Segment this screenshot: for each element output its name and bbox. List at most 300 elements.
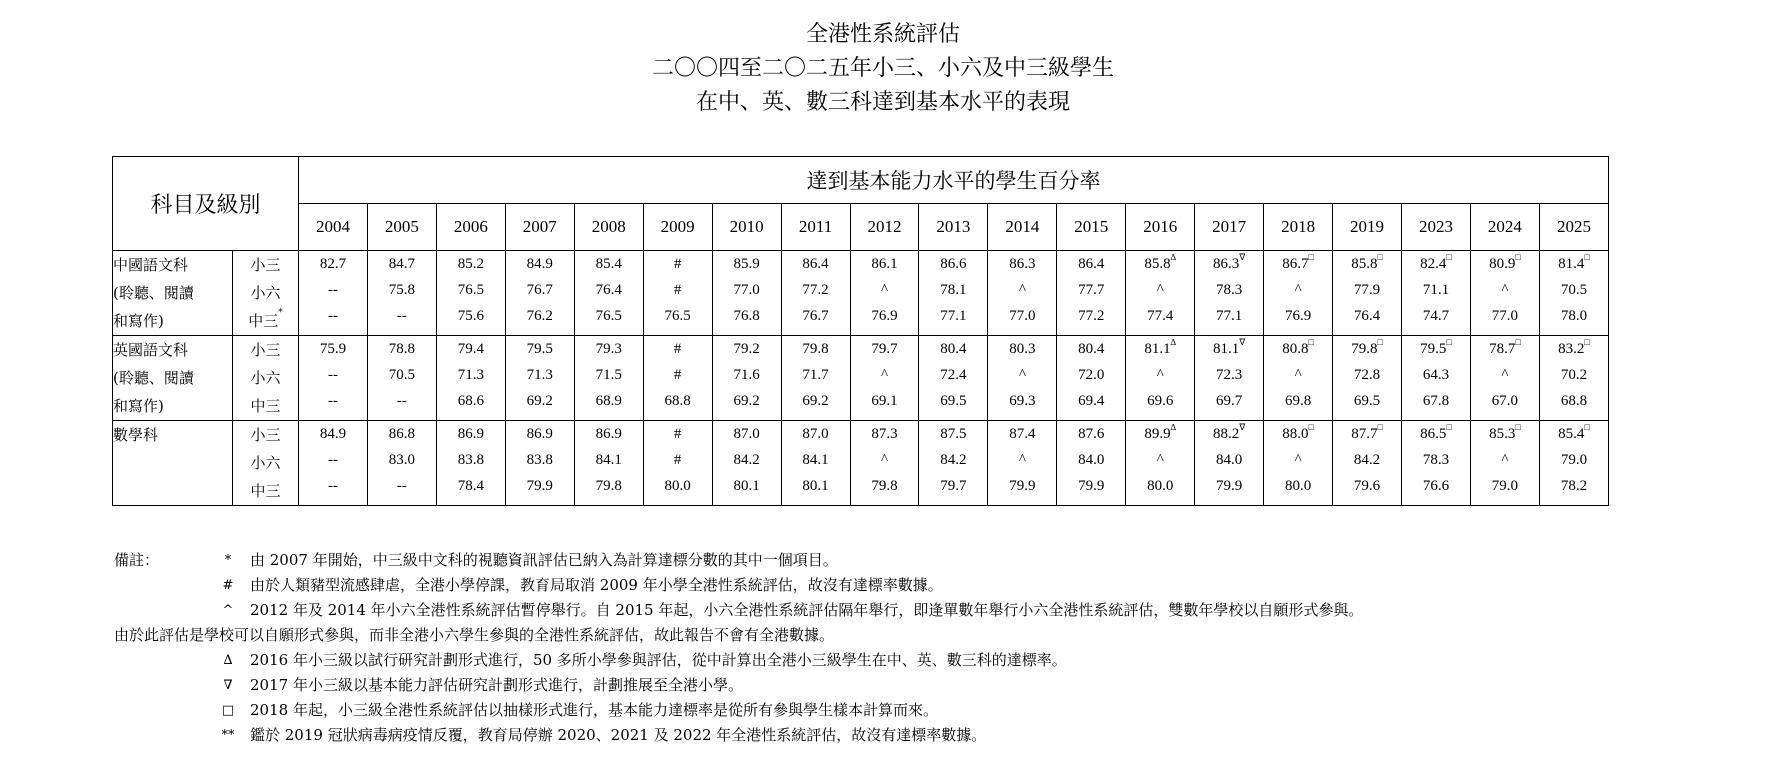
value-cell: 80.0 (1147, 478, 1174, 494)
level-label: 中三 (250, 397, 281, 415)
value-cell: -- (327, 478, 338, 494)
year-header: 2019 (1333, 204, 1402, 251)
value-cell: ^ (1018, 282, 1026, 298)
marker-symbol: ∆ (1170, 252, 1177, 262)
marker-symbol: ∇ (1239, 252, 1246, 262)
value-cell: # (673, 367, 682, 383)
value-cell: 69.1 (871, 393, 898, 409)
subject-name-line: (聆聽、閱讀 (113, 284, 194, 302)
note-item (114, 723, 1674, 748)
value-cell: ^ (1501, 367, 1509, 383)
value-cell: ^ (1294, 452, 1302, 468)
marker-symbol: □ (1446, 337, 1452, 347)
value-cell: 78.1 (940, 282, 967, 298)
value-cell: 85.9 (733, 256, 760, 272)
note-text: 2016 年小三級以試行研究計劃形式進行，50 多所小學參與評估，從中計算出全港小三級學生在中、英、數三科的達標率。 (250, 651, 1067, 669)
value-cell: 79.7 (940, 478, 967, 494)
value-cell: 84.2 (733, 452, 760, 468)
results-table (112, 156, 1609, 506)
value-cell: 79.8□ (1351, 337, 1383, 357)
note-text: 鑑於 2019 冠狀病毒病疫情反覆，教育局停辦 2020、2021 及 2022 年全港性系統評估，故沒有達標率數據。 (250, 726, 987, 744)
notes-section (114, 548, 1674, 748)
year-cell (299, 336, 368, 421)
value-cell: -- (396, 308, 407, 324)
year-cell (1333, 251, 1402, 336)
value-cell: 68.9 (595, 393, 622, 409)
value-cell: 78.7□ (1489, 337, 1521, 357)
value-cell: 79.6 (1353, 478, 1381, 494)
year-header: 2011 (781, 204, 850, 251)
subject-name (113, 251, 233, 336)
year-cell (1333, 421, 1402, 506)
year-cell (919, 251, 988, 336)
marker-symbol: ∇ (1239, 422, 1246, 432)
value-cell: 71.6 (733, 367, 760, 383)
value-cell: 76.5 (595, 308, 622, 324)
value-cell: 74.7 (1422, 308, 1450, 324)
year-cell (1057, 251, 1126, 336)
title-line-3: 在中、英、數三科達到基本水平的表現 (695, 90, 1070, 115)
note-marker: # (222, 578, 234, 593)
level-label: 小六 (250, 284, 281, 302)
value-cell: ^ (1501, 282, 1509, 298)
value-cell: 77.0 (1009, 308, 1036, 324)
value-cell: 79.8 (802, 341, 829, 357)
marker-symbol: □ (1584, 252, 1590, 262)
year-cell (367, 421, 436, 506)
value-cell: 76.5 (664, 308, 691, 324)
value-cell: 85.8∆ (1144, 252, 1177, 272)
year-header: 2016 (1126, 204, 1195, 251)
year-cell (850, 421, 919, 506)
value-cell: 78.3 (1422, 452, 1450, 468)
year-cell (1264, 421, 1333, 506)
note-marker: ∆ (223, 653, 233, 668)
value-cell: 72.3 (1216, 367, 1243, 383)
year-cell (1264, 336, 1333, 421)
marker-symbol: □ (1515, 252, 1521, 262)
value-cell: ^ (1294, 282, 1302, 298)
value-cell: 71.1 (1422, 282, 1450, 298)
value-cell: 76.2 (526, 308, 553, 324)
year-cell (988, 421, 1057, 506)
level-label: 小六 (250, 369, 281, 387)
value-cell: 87.7□ (1351, 422, 1383, 442)
value-cell: 80.1 (733, 478, 760, 494)
value-cell: 76.9 (1284, 308, 1312, 324)
value-cell: 76.7 (526, 282, 553, 298)
year-header: 2014 (988, 204, 1057, 251)
note-text: 由 2007 年開始，中三級中文科的視聽資訊評估已納入為計算達標分數的其中一個項目。 (250, 551, 838, 569)
note-marker: ∇ (223, 678, 233, 693)
year-header-row (113, 204, 1609, 251)
note-item (114, 548, 1674, 573)
value-cell: 70.2 (1560, 367, 1588, 383)
value-cell: 80.0 (1284, 478, 1312, 494)
year-cell (505, 421, 574, 506)
value-cell: 83.8 (457, 452, 484, 468)
year-cell (436, 421, 505, 506)
value-cell: 67.8 (1422, 393, 1450, 409)
year-header: 2025 (1539, 204, 1608, 251)
marker-symbol: □ (1377, 252, 1383, 262)
value-cell: # (673, 426, 682, 442)
value-cell: 68.6 (457, 393, 484, 409)
year-cell (712, 336, 781, 421)
value-cell: 89.9∆ (1144, 422, 1177, 442)
value-cell: 84.1 (802, 452, 829, 468)
year-cell (1402, 421, 1471, 506)
value-cell: 72.4 (940, 367, 967, 383)
value-cell: 84.2 (940, 452, 967, 468)
year-cell (367, 251, 436, 336)
level-label: 小三 (250, 256, 281, 274)
year-cell (505, 251, 574, 336)
value-cell: 85.3□ (1489, 422, 1521, 442)
value-cell: 86.3 (1009, 256, 1036, 272)
value-cell: 84.9 (526, 256, 553, 272)
value-cell: 79.2 (733, 341, 760, 357)
value-cell: 87.5 (940, 426, 967, 442)
value-cell: 68.8 (1560, 393, 1588, 409)
value-cell: 70.5 (388, 367, 416, 383)
notes-label (114, 673, 206, 698)
note-text: 2018 年起，小三級全港性系統評估以抽樣形式進行，基本能力達標率是從所有參與學生樣本計算而來。 (250, 701, 938, 719)
value-cell: ^ (880, 452, 888, 468)
marker-symbol: □ (1446, 252, 1452, 262)
value-cell: 81.4□ (1558, 252, 1590, 272)
value-cell: -- (327, 393, 338, 409)
value-cell: 72.8 (1353, 367, 1381, 383)
value-cell: 75.9 (319, 341, 347, 357)
year-cell (919, 421, 988, 506)
value-cell: -- (327, 367, 338, 383)
value-cell: 79.0 (1491, 478, 1519, 494)
year-cell (436, 251, 505, 336)
value-cell: 86.4 (802, 256, 829, 272)
title-line-2: 二〇〇四至二〇二五年小三、小六及中三級學生 (651, 56, 1114, 81)
year-cell (1539, 336, 1608, 421)
note-item (114, 698, 1674, 723)
value-cell: 76.8 (733, 308, 760, 324)
value-cell: 85.4□ (1558, 422, 1590, 442)
year-cell (1470, 336, 1539, 421)
marker-symbol: □ (1377, 337, 1383, 347)
notes-label (114, 648, 206, 673)
year-cell (643, 421, 712, 506)
subject-name-line: 中國語文科 (113, 256, 189, 274)
year-header: 2012 (850, 204, 919, 251)
value-cell: 80.3 (1009, 341, 1036, 357)
value-cell: 81.1∆ (1144, 337, 1177, 357)
value-cell: 80.0 (664, 478, 691, 494)
value-cell: 85.8□ (1351, 252, 1383, 272)
value-cell: -- (327, 308, 338, 324)
value-cell: 79.9 (1216, 478, 1243, 494)
value-cell: 77.9 (1353, 282, 1381, 298)
year-cell (988, 251, 1057, 336)
value-cell: 80.1 (802, 478, 829, 494)
subject-name-line: 英國語文科 (113, 341, 189, 359)
note-text: 2012 年及 2014 年小六全港性系統評估暫停舉行。自 2015 年起，小六全港性系統評估隔年舉行，即逢單數年舉行小六全港性系統評估，雙數年學校以自願形式參與。 (250, 601, 1364, 619)
value-cell: 87.3 (871, 426, 898, 442)
year-cell (1057, 421, 1126, 506)
value-cell: 86.9 (457, 426, 484, 442)
year-header: 2006 (436, 204, 505, 251)
value-cell: 79.9 (1009, 478, 1036, 494)
note-text: 2017 年小三級以基本能力評估研究計劃形式進行，計劃推展至全港小學。 (250, 676, 743, 694)
marker-symbol: ∆ (1170, 337, 1177, 347)
year-header: 2010 (712, 204, 781, 251)
year-cell (712, 421, 781, 506)
value-cell: 79.5□ (1420, 337, 1452, 357)
subject-row (113, 421, 1609, 506)
year-cell (781, 251, 850, 336)
year-cell (781, 421, 850, 506)
notes-label (114, 723, 206, 748)
value-cell: 69.6 (1147, 393, 1174, 409)
value-cell: ^ (1501, 452, 1509, 468)
year-cell (436, 336, 505, 421)
subject-name-line: (聆聽、閱讀 (113, 369, 194, 387)
value-cell: 76.4 (1353, 308, 1381, 324)
year-cell (299, 251, 368, 336)
marker-symbol: □ (1584, 422, 1590, 432)
value-cell: 79.4 (457, 341, 484, 357)
year-cell (574, 336, 643, 421)
value-cell: 76.9 (871, 308, 898, 324)
year-header: 2024 (1470, 204, 1539, 251)
value-cell: 69.7 (1216, 393, 1243, 409)
corner-header: 科目及級別 (113, 157, 299, 251)
year-cell (1126, 421, 1195, 506)
value-cell: 84.7 (388, 256, 416, 272)
value-cell: 79.5 (526, 341, 553, 357)
value-cell: 71.3 (457, 367, 484, 383)
value-cell: 78.3 (1216, 282, 1243, 298)
value-cell: -- (327, 452, 338, 468)
subject-name-line: 數學科 (113, 426, 159, 444)
note-item (114, 673, 1674, 698)
year-cell (1195, 251, 1264, 336)
year-cell (1402, 251, 1471, 336)
value-cell: ^ (1156, 282, 1164, 298)
value-cell: -- (396, 393, 407, 409)
value-cell: 84.0 (1216, 452, 1243, 468)
level-labels (233, 336, 299, 421)
notes-label (114, 598, 206, 623)
value-cell: 71.7 (802, 367, 829, 383)
value-cell: 88.2∇ (1213, 422, 1246, 442)
note-marker: ^ (222, 603, 234, 618)
notes-label (114, 573, 206, 598)
note-continuation: 由於此評估是學校可以自願形式參與，而非全港小六學生參與的全港性系統評估，故此報告不會有全港數據。 (114, 626, 835, 644)
subject-row (113, 251, 1609, 336)
value-cell: 86.9 (526, 426, 553, 442)
value-cell: 80.8□ (1282, 337, 1314, 357)
year-header: 2004 (299, 204, 368, 251)
year-cell (1126, 251, 1195, 336)
value-cell: -- (327, 282, 338, 298)
marker-symbol: □ (1584, 337, 1590, 347)
value-cell: 67.0 (1491, 393, 1519, 409)
value-cell: 83.2□ (1558, 337, 1590, 357)
year-header: 2017 (1195, 204, 1264, 251)
year-header: 2018 (1264, 204, 1333, 251)
value-cell: 71.3 (526, 367, 553, 383)
year-header: 2023 (1402, 204, 1471, 251)
value-cell: 76.4 (595, 282, 622, 298)
note-item (114, 573, 1674, 598)
marker-symbol: ∇ (1239, 337, 1246, 347)
value-cell: 77.1 (1216, 308, 1243, 324)
value-cell: 69.2 (526, 393, 553, 409)
year-cell (1264, 251, 1333, 336)
note-text: 由於人類豬型流感肆虐，全港小學停課，教育局取消 2009 年小學全港性系統評估，故沒有達標率數據。 (250, 576, 943, 594)
value-cell: 78.4 (457, 478, 484, 494)
level-label: 中三* (248, 308, 283, 330)
year-cell (1402, 336, 1471, 421)
value-cell: 86.5□ (1420, 422, 1452, 442)
marker-symbol: □ (1308, 422, 1314, 432)
value-cell: 69.4 (1078, 393, 1105, 409)
level-label: 小六 (250, 454, 281, 472)
value-cell: 80.9□ (1489, 252, 1521, 272)
year-cell (367, 336, 436, 421)
value-cell: 69.3 (1009, 393, 1036, 409)
value-cell: 70.5 (1560, 282, 1588, 298)
value-cell: ^ (1018, 367, 1026, 383)
year-cell (643, 251, 712, 336)
value-cell: 64.3 (1422, 367, 1450, 383)
value-cell: 87.0 (733, 426, 760, 442)
notes-label: 備註： (114, 551, 160, 569)
note-marker: * (224, 553, 232, 568)
value-cell: 80.4 (940, 341, 967, 357)
value-cell: ^ (1156, 367, 1164, 383)
value-cell: 75.8 (388, 282, 416, 298)
value-cell: 77.2 (802, 282, 829, 298)
note-marker: ** (221, 728, 235, 743)
value-cell: 77.2 (1078, 308, 1105, 324)
value-cell: # (673, 452, 682, 468)
value-cell: 82.7 (319, 256, 347, 272)
value-cell: # (673, 256, 682, 272)
year-cell (781, 336, 850, 421)
value-cell: 86.3∇ (1213, 252, 1246, 272)
level-label: 小三 (250, 426, 281, 444)
subject-name-line: 和寫作) (113, 312, 164, 330)
value-cell: 69.2 (802, 393, 829, 409)
year-cell (1539, 251, 1608, 336)
note-item (114, 648, 1674, 673)
marker-symbol: □ (1308, 252, 1314, 262)
notes-label (114, 698, 206, 723)
level-labels (233, 251, 299, 336)
marker-symbol: □ (1377, 422, 1383, 432)
value-cell: 79.9 (526, 478, 553, 494)
marker-symbol: □ (1515, 337, 1521, 347)
value-cell: # (673, 341, 682, 357)
value-cell: 71.5 (595, 367, 622, 383)
value-cell: 86.4 (1078, 256, 1105, 272)
value-cell: 88.0□ (1282, 422, 1314, 442)
percentage-banner: 達到基本能力水平的學生百分率 (299, 157, 1609, 204)
year-cell (1333, 336, 1402, 421)
value-cell: 79.3 (595, 341, 622, 357)
year-cell (574, 251, 643, 336)
value-cell: 82.4□ (1420, 252, 1452, 272)
value-cell: 69.5 (1353, 393, 1381, 409)
value-cell: 69.2 (733, 393, 760, 409)
value-cell: 86.9 (595, 426, 622, 442)
year-header: 2009 (643, 204, 712, 251)
value-cell: 79.9 (1078, 478, 1105, 494)
year-header: 2007 (505, 204, 574, 251)
year-cell (1057, 336, 1126, 421)
marker-symbol: □ (1446, 422, 1452, 432)
note-marker: □ (221, 703, 235, 718)
value-cell: # (673, 282, 682, 298)
year-header: 2005 (367, 204, 436, 251)
value-cell: 86.8 (388, 426, 416, 442)
value-cell: 69.5 (940, 393, 967, 409)
value-cell: 86.7□ (1282, 252, 1314, 272)
value-cell: 79.8 (871, 478, 898, 494)
value-cell: 85.2 (457, 256, 484, 272)
value-cell: 76.7 (802, 308, 829, 324)
value-cell: 83.8 (526, 452, 553, 468)
year-cell (850, 336, 919, 421)
year-cell (919, 336, 988, 421)
year-cell (505, 336, 574, 421)
year-cell (1470, 251, 1539, 336)
year-header: 2015 (1057, 204, 1126, 251)
value-cell: ^ (1294, 367, 1302, 383)
value-cell: 79.8 (595, 478, 622, 494)
value-cell: 76.5 (457, 282, 484, 298)
value-cell: 78.2 (1560, 478, 1588, 494)
level-label: 中三 (250, 482, 281, 500)
subject-name (113, 336, 233, 421)
year-cell (850, 251, 919, 336)
value-cell: 84.1 (595, 452, 622, 468)
value-cell: 83.0 (388, 452, 416, 468)
value-cell: 86.6 (940, 256, 967, 272)
value-cell: 72.0 (1078, 367, 1105, 383)
value-cell: 84.2 (1353, 452, 1381, 468)
marker-symbol: □ (1308, 337, 1314, 347)
marker-symbol: * (278, 308, 283, 318)
value-cell: 68.8 (664, 393, 691, 409)
value-cell: 79.0 (1560, 452, 1588, 468)
value-cell: 87.6 (1078, 426, 1105, 442)
value-cell: 85.4 (595, 256, 622, 272)
value-cell: 81.1∇ (1213, 337, 1246, 357)
year-cell (1195, 336, 1264, 421)
note-item (114, 598, 1674, 623)
value-cell: ^ (1018, 452, 1026, 468)
report-title (0, 18, 1766, 120)
year-cell (299, 421, 368, 506)
subject-name-line: 和寫作) (113, 397, 164, 415)
title-line-1: 全港性系統評估 (805, 22, 960, 47)
value-cell: ^ (880, 367, 888, 383)
subject-row (113, 336, 1609, 421)
subject-name (113, 421, 233, 506)
value-cell: 76.6 (1422, 478, 1450, 494)
value-cell: 78.0 (1560, 308, 1588, 324)
